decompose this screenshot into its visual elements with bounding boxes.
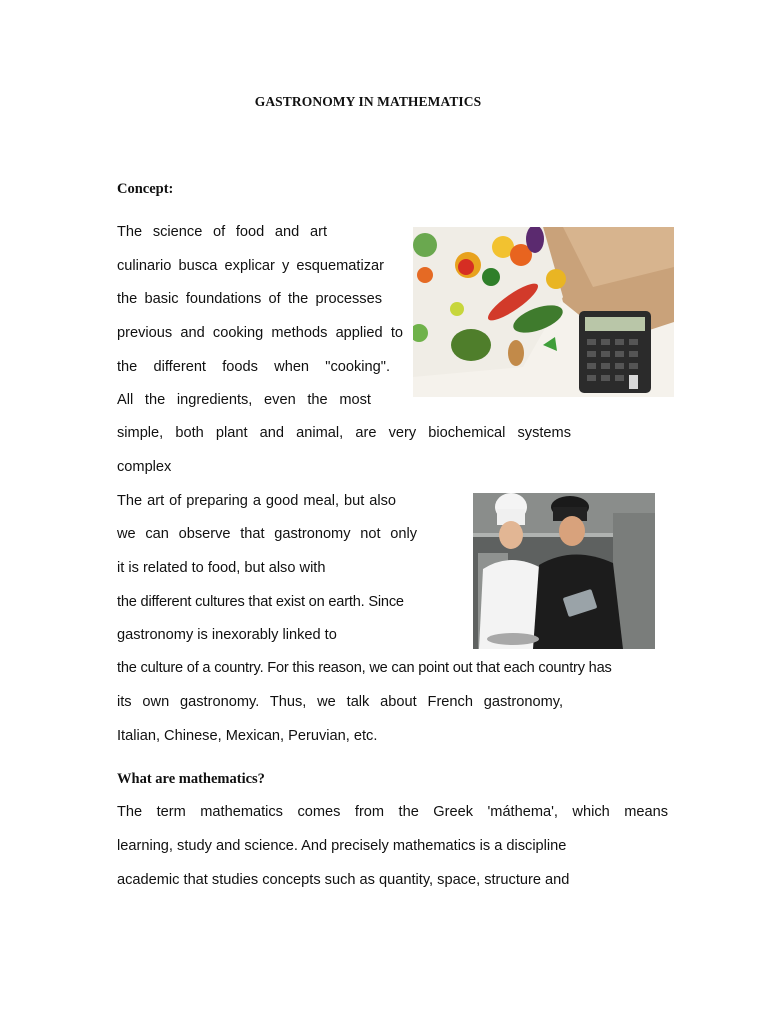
para2-line-7: its own gastronomy. Thus, we talk about French gastronomy, — [117, 694, 563, 710]
concept-heading: Concept: — [117, 181, 174, 197]
para1-line-2: culinario busca explicar y esquematizar — [117, 258, 384, 274]
para1-line-6: All the ingredients, even the most — [117, 392, 371, 408]
para2-line-6: the culture of a country. For this reason, we can point out that each country has — [117, 660, 612, 676]
para2-line-5: gastronomy is inexorably linked to — [117, 627, 337, 643]
para3-line-3: academic that studies concepts such as quantity, space, structure and — [117, 872, 570, 888]
para1-line-1: The science of food and art — [117, 224, 327, 240]
chefs-image — [473, 493, 655, 649]
para1-line-3: the basic foundations of the processes — [117, 291, 382, 307]
para1-line-4: previous and cooking methods applied to — [117, 325, 403, 341]
para3-line-2: learning, study and science. And precisely mathematics is a discipline — [117, 838, 567, 854]
vegetables-calculator-image — [413, 227, 674, 397]
para1-line-8: complex — [117, 459, 172, 475]
para2-line-2: we can observe that gastronomy not only — [117, 526, 417, 542]
math-heading: What are mathematics? — [117, 771, 265, 787]
para1-line-5: the different foods when "cooking". — [117, 359, 390, 375]
para2-line-1: The art of preparing a good meal, but also — [117, 493, 396, 509]
document-title: GASTRONOMY IN MATHEMATICS — [254, 94, 482, 109]
para3-line-1: The term mathematics comes from the Greek 'máthema', which means — [117, 804, 668, 820]
para2-line-4: the different cultures that exist on earth. Since — [117, 594, 404, 610]
para2-line-3: it is related to food, but also with — [117, 560, 326, 576]
para2-line-8: Italian, Chinese, Mexican, Peruvian, etc. — [117, 728, 378, 744]
para1-line-7: simple, both plant and animal, are very biochemical systems — [117, 425, 571, 441]
